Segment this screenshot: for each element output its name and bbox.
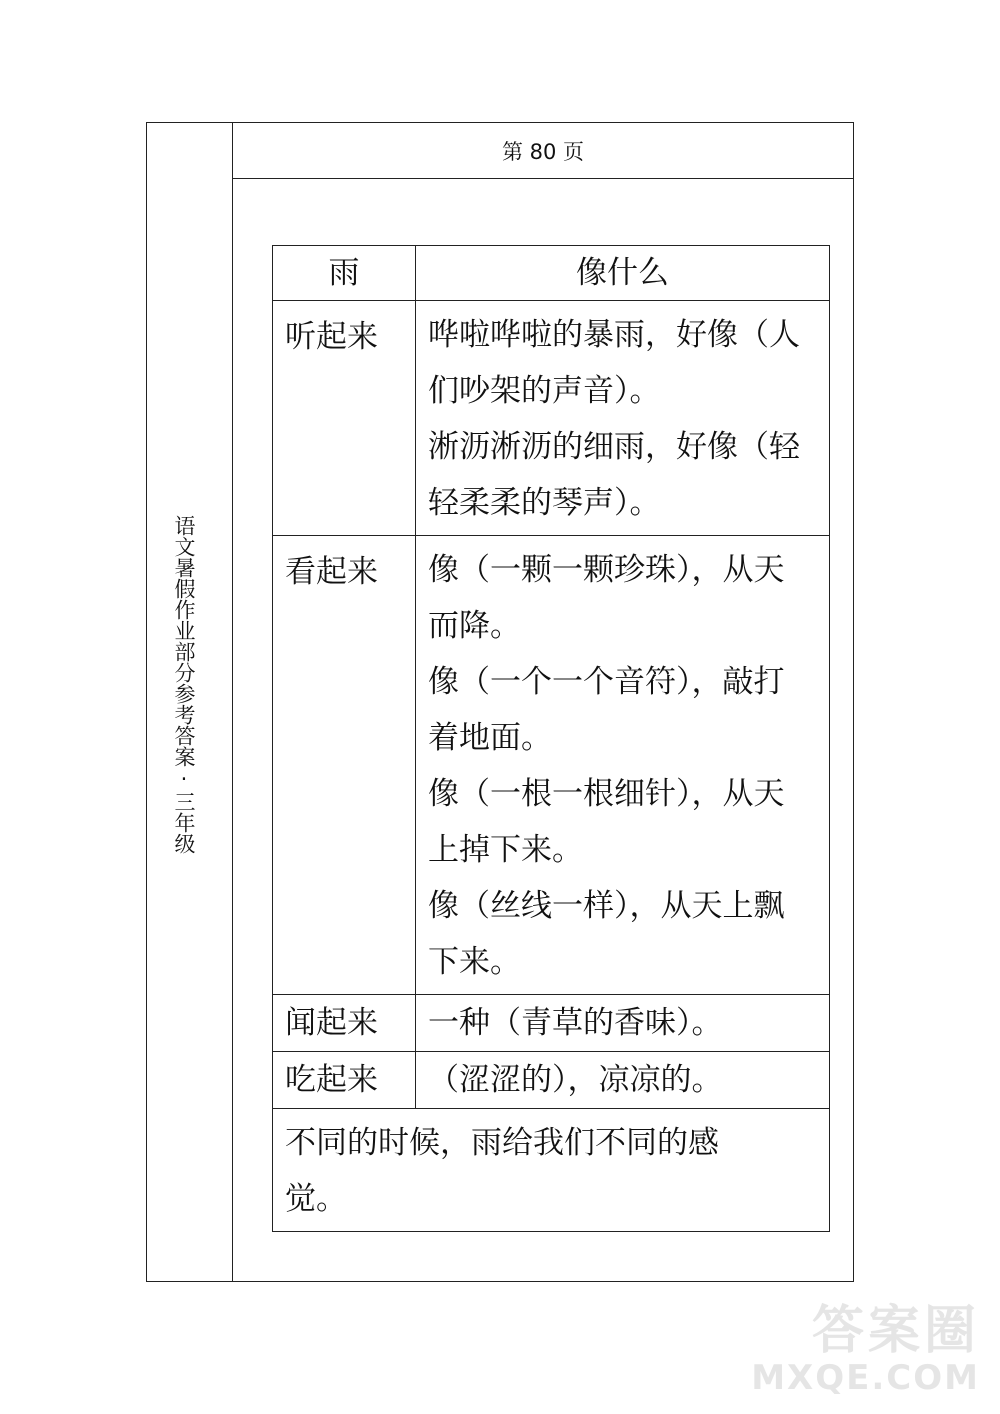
description-line: 像（一颗一颗珍珠），从天 <box>428 552 785 588</box>
watermark <box>740 1288 980 1398</box>
watermark-url: MXQE.COM <box>751 1358 980 1398</box>
sense-label: 听起来 <box>273 301 416 536</box>
watermark-logo-text: 答案圈 <box>811 1301 980 1361</box>
table-row <box>273 536 830 995</box>
description-line: 们吵架的声音）。 <box>428 373 661 409</box>
sense-label: 闻起来 <box>273 995 416 1052</box>
table-row <box>273 301 830 536</box>
summary-line: 不同的时候，雨给我们不同的感 <box>285 1125 719 1161</box>
description-line: 上掉下来。 <box>428 832 583 868</box>
description-line: 像（丝线一样），从天上飘 <box>428 888 785 924</box>
description-line: 一种（青草的香味）。 <box>428 1005 723 1041</box>
summary-line: 觉。 <box>285 1181 347 1217</box>
side-label: 语文暑假作业部分参考答案·三年级 <box>172 515 196 854</box>
page-header: 第 80 页 <box>233 123 853 179</box>
description-line: 而降。 <box>428 608 521 644</box>
description-line: 轻柔柔的琴声）。 <box>428 485 661 521</box>
sense-label: 吃起来 <box>273 1052 416 1109</box>
sense-label: 看起来 <box>273 536 416 995</box>
description-line: 着地面。 <box>428 720 552 756</box>
rain-table <box>272 245 830 1232</box>
side-column <box>147 123 233 1281</box>
description-cell <box>416 1052 830 1109</box>
table-row <box>273 1052 830 1109</box>
description-cell <box>416 995 830 1052</box>
description-line: （涩涩的），凉凉的。 <box>428 1062 723 1098</box>
header-rain: 雨 <box>273 246 416 301</box>
table-row <box>273 995 830 1052</box>
description-line: 哗啦哗啦的暴雨，好像（人 <box>428 317 800 353</box>
table-header-row <box>273 246 830 301</box>
description-line: 像（一根一根细针），从天 <box>428 776 785 812</box>
description-line: 下来。 <box>428 944 521 980</box>
description-cell <box>416 301 830 536</box>
description-line: 像（一个一个音符），敲打 <box>428 664 785 700</box>
description-cell <box>416 536 830 995</box>
header-like-what: 像什么 <box>416 246 830 301</box>
summary-cell <box>273 1109 830 1232</box>
description-line: 淅沥淅沥的细雨，好像（轻 <box>428 429 800 465</box>
summary-row <box>273 1109 830 1232</box>
